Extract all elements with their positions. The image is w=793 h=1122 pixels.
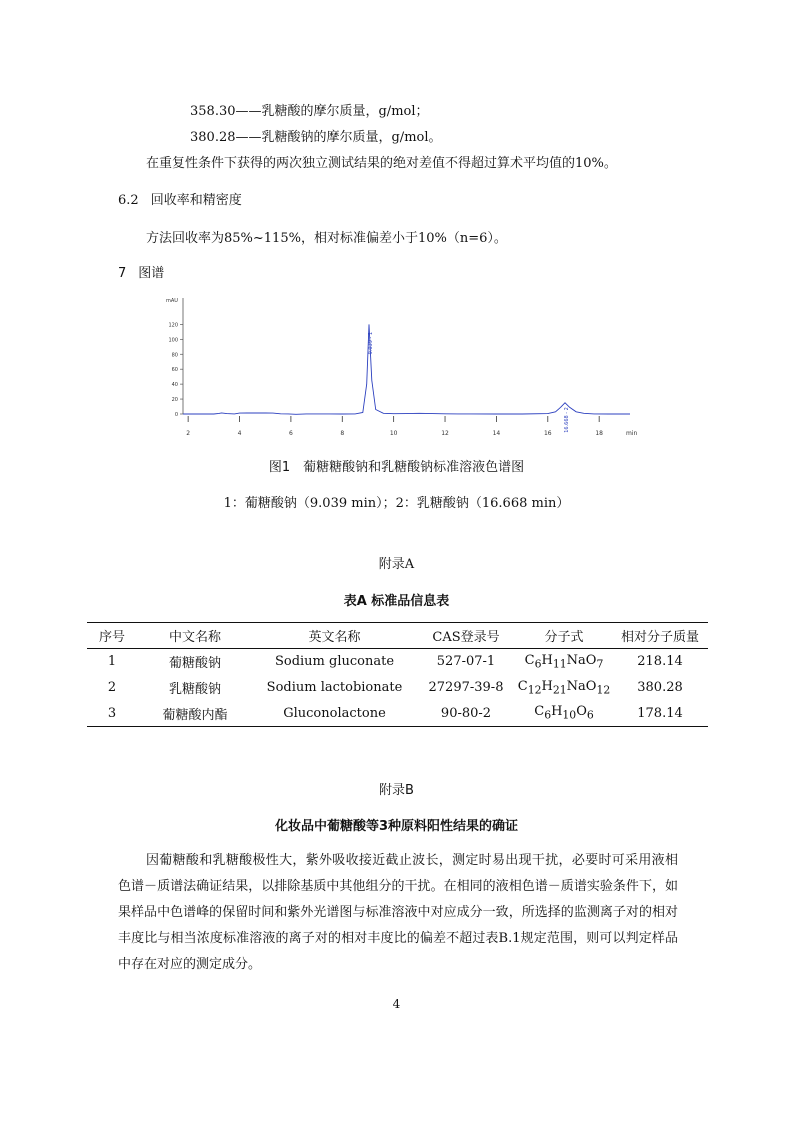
y-tick-label: 20 — [171, 397, 178, 404]
cell-cas: 27297-39-8 — [428, 680, 504, 695]
cell-en: Gluconolactone — [253, 701, 416, 727]
cell-formula: $C_{12}H_{21}NaO_{12}$ — [517, 678, 611, 697]
y-tick-label: 60 — [171, 367, 178, 374]
col-header-formula: 分子式 — [516, 623, 612, 649]
y-axis-label: mAU — [166, 298, 178, 304]
x-tick-label: 16 — [543, 430, 552, 437]
x-tick-label: 2 — [186, 430, 191, 437]
col-header-en: 英文名称 — [253, 623, 416, 649]
table-row — [87, 701, 708, 727]
cell-en: Sodium gluconate — [274, 654, 395, 670]
x-tick-label: 10 — [389, 430, 398, 437]
cell-cn: 葡糖酸钠 — [168, 656, 221, 672]
col-header-cas: CAS登录号 — [416, 623, 516, 649]
x-tick-label: 8 — [340, 430, 345, 437]
cell-no: 1 — [107, 654, 117, 670]
figure-caption: 图1 葡糖糖酸钠和乳糖酸钠标准溶液色谱图 — [268, 460, 525, 475]
x-tick-label: 14 — [492, 430, 501, 437]
table-header-row — [87, 623, 708, 649]
cell-en: Sodium lactobionate — [266, 680, 403, 695]
standards-table — [87, 622, 708, 727]
x-tick-label: 18 — [595, 430, 603, 437]
section-7-heading — [118, 262, 164, 281]
appendix-b-title: 附录B — [379, 783, 414, 798]
x-tick-label: 4 — [237, 430, 242, 437]
col-header-no: 序号 — [87, 623, 137, 649]
cell-mw: 178.14 — [612, 701, 708, 727]
x-tick-label: 12 — [441, 430, 449, 437]
cell-cn: 葡糖酸内酯 — [137, 701, 253, 727]
section-6-2-heading — [118, 189, 242, 208]
table-a-title: 表A 标准品信息表 — [343, 594, 450, 609]
appendix-a-title: 附录A — [378, 557, 415, 572]
cell-mw: 218.14 — [637, 654, 683, 670]
peak-label-2: 16.668 - 2 — [563, 407, 570, 433]
recovery-text: 方法回收率为85%~115%，相对标准偏差小于10%（n=6）。 — [146, 231, 507, 246]
col-header-cn: 中文名称 — [137, 623, 253, 649]
formula-note-2: 380.28——乳糖酸钠的摩尔质量，g/mol。 — [190, 130, 442, 145]
x-axis-label: min — [626, 430, 638, 437]
repeatability-rule: 在重复性条件下获得的两次独立测试结果的绝对差值不得超过算术平均值的10%。 — [146, 156, 617, 171]
chromatogram — [160, 294, 640, 442]
chart-peak-labels — [368, 332, 570, 433]
appendix-b-paragraph: 因葡糖酸和乳糖酸极性大，紫外吸收接近截止波长，测定时易出现干扰，必要时可采用液相色谱－质谱法确证结果，以排除基质中其他组分的干扰。在相同的液相色谱－质谱实验条件下，如果样品中色谱峰的保留时间和紫外光谱图与标准溶液中对应成分一致，所选择的监测离子对的相对丰度比与相当浓度标准溶液的离子对的相对丰度比的偏差不超过表B.1规定范围，则可以判定样品中存在对应的测定成分。 — [118, 853, 678, 972]
section-title: 图谱 — [138, 266, 165, 281]
y-tick-label: 0 — [174, 412, 178, 418]
cell-cn: 乳糖酸钠 — [168, 682, 221, 697]
cell-cas: 527-07-1 — [436, 654, 496, 670]
x-tick-label: 6 — [288, 430, 293, 437]
cell-no: 3 — [87, 701, 137, 727]
figure-legend: 1：葡糖酸钠（9.039 min）；2：乳糖酸钠（16.668 min） — [223, 496, 570, 511]
formula-note-1: 358.30——乳糖酸的摩尔质量，g/mol； — [190, 104, 429, 119]
y-tick-label: 120 — [168, 322, 178, 329]
cell-formula: $C_6H_{10}O_6$ — [516, 701, 612, 727]
section-title: 回收率和精密度 — [150, 193, 242, 208]
chromatogram-line — [183, 324, 630, 414]
y-tick-label: 80 — [171, 352, 178, 359]
cell-formula: $C_6H_{11}NaO_7$ — [524, 652, 604, 671]
table-row — [87, 675, 708, 701]
section-number: 7 — [118, 266, 127, 281]
cell-no: 2 — [107, 680, 117, 695]
col-header-mw: 相对分子质量 — [612, 623, 708, 649]
peak-label-1: 9.039 - 1 — [367, 331, 374, 355]
appendix-b-subtitle: 化妆品中葡糖酸等3种原料阳性结果的确证 — [274, 819, 519, 834]
section-number: 6.2 — [118, 193, 139, 208]
table-row — [87, 649, 708, 675]
y-tick-label: 40 — [171, 382, 178, 389]
chart-trace — [183, 324, 630, 414]
cell-cas: 90-80-2 — [416, 701, 516, 727]
cell-mw: 380.28 — [637, 680, 683, 695]
page-number: 4 — [392, 997, 401, 1011]
y-tick-label: 100 — [168, 337, 178, 344]
